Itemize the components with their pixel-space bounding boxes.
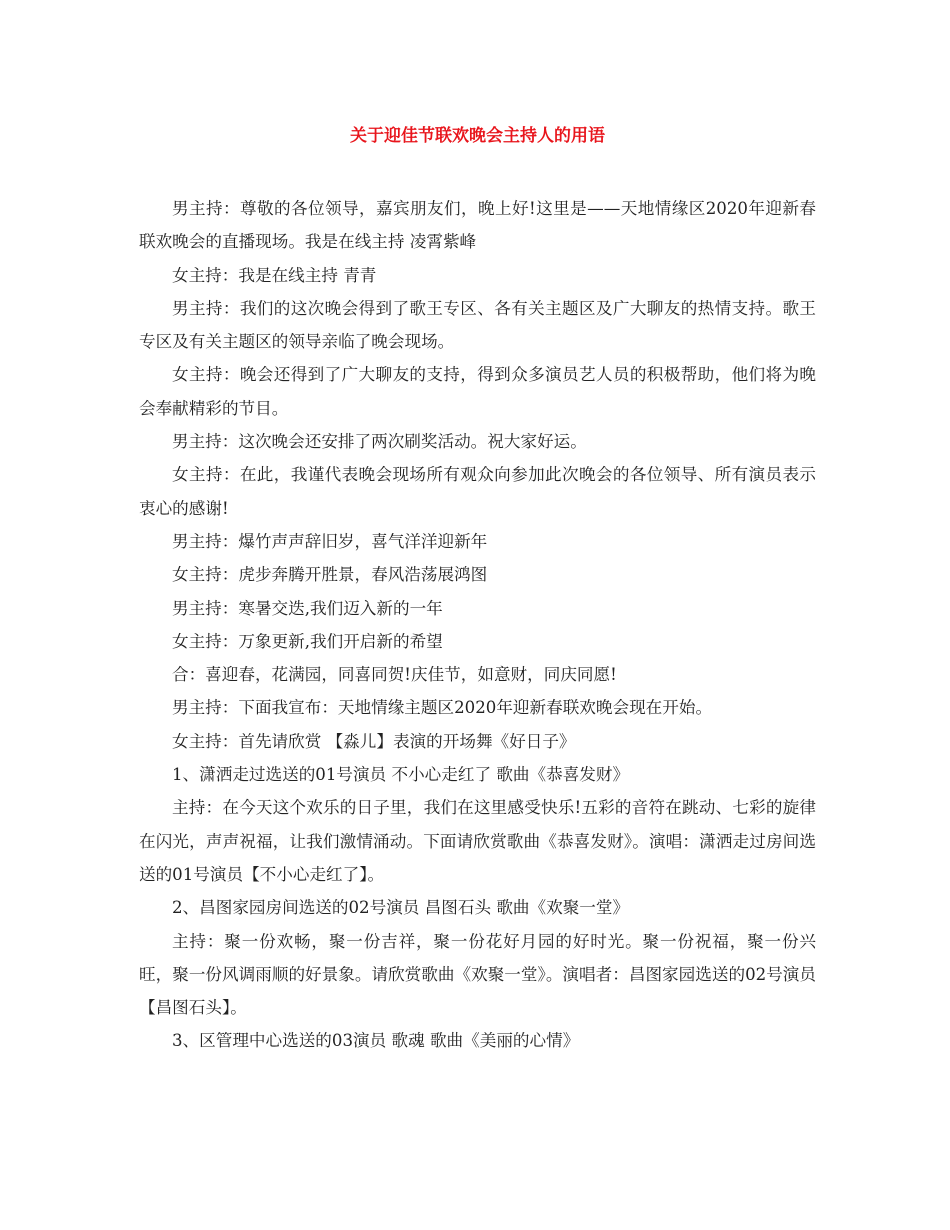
paragraph-7: 男主持：爆竹声声辞旧岁，喜气洋洋迎新年 (172, 531, 488, 551)
paragraph-8: 女主持：虎步奔腾开胜景，春风浩荡展鸿图 (172, 565, 488, 585)
paragraph-18: 3、区管理中心选送的03演员 歌魂 歌曲《美丽的心情》 (172, 1031, 580, 1051)
paragraph-17: 主持：聚一份欢畅，聚一份吉祥，聚一份花好月园的好时光。聚一份祝福，聚一份兴旺，聚一份风调雨顺的好景象。请欣赏歌曲《欢聚一堂》。演唱者：昌图家园选送的02号演员【昌图石头】。 (139, 931, 816, 1018)
document-title: 关于迎佳节联欢晚会主持人的用语 (350, 126, 605, 146)
paragraph-16: 2、昌图家园房间选送的02号演员 昌图石头 歌曲《欢聚一堂》 (172, 898, 630, 918)
paragraph-1: 男主持：尊敬的各位领导，嘉宾朋友们，晚上好!这里是——天地情缘区2020年迎新春联欢晚会的直播现场。我是在线主持 凌霄紫峰 (139, 199, 816, 252)
paragraph-10: 女主持：万象更新,我们开启新的希望 (172, 631, 443, 651)
paragraph-11: 合：喜迎春，花满园，同喜同贺!庆佳节，如意财，同庆同愿! (172, 665, 617, 685)
paragraph-15: 主持：在今天这个欢乐的日子里，我们在这里感受快乐!五彩的音符在跳动、七彩的旋律在闪光，声声祝福，让我们激情涌动。下面请欣赏歌曲《恭喜发财》。演唱：潇洒走过房间选送的01号演员【不小心走红了】。 (139, 798, 816, 884)
paragraph-2: 女主持：我是在线主持 青青 (172, 265, 377, 285)
paragraph-5: 男主持：这次晚会还安排了两次刷奖活动。祝大家好运。 (172, 432, 587, 452)
paragraph-3: 男主持：我们的这次晚会得到了歌王专区、各有关主题区及广大聊友的热情支持。歌王专区及有关主题区的领导亲临了晚会现场。 (139, 298, 816, 352)
paragraph-4: 女主持：晚会还得到了广大聊友的支持，得到众多演员艺人员的积极帮助，他们将为晚会奉献精彩的节目。 (139, 365, 816, 418)
paragraph-6: 女主持：在此，我谨代表晚会现场所有观众向参加此次晚会的各位领导、所有演员表示衷心的感谢! (139, 465, 816, 518)
paragraph-13: 女主持：首先请欣赏 【淼儿】表演的开场舞《好日子》 (172, 731, 576, 751)
paragraph-9: 男主持：寒暑交迭,我们迈入新的一年 (172, 598, 443, 618)
document-body (139, 192, 816, 1058)
paragraph-14: 1、潇洒走过选送的01号演员 不小心走红了 歌曲《恭喜发财》 (172, 765, 630, 785)
paragraph-12: 男主持：下面我宣布：天地情缘主题区2020年迎新春联欢晚会现在开始。 (172, 698, 713, 718)
